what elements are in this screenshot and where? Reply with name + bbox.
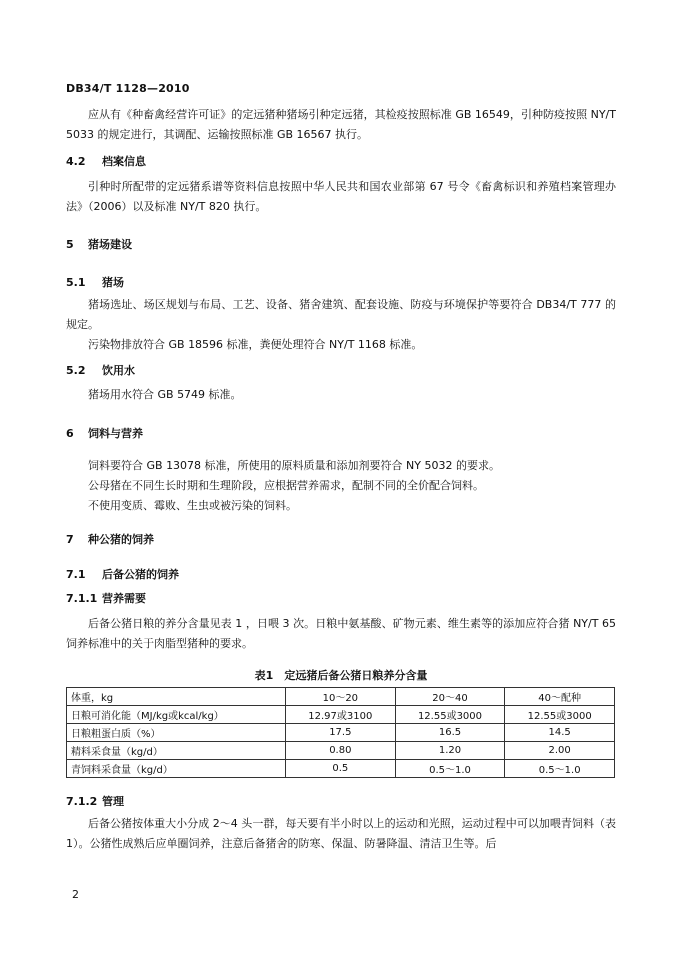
section-7-1-2 <box>66 793 616 809</box>
table-cell: 精料采食量（kg/d） <box>67 742 286 760</box>
section-6-body <box>66 456 616 516</box>
table-cell: 12.55或3000 <box>395 706 505 724</box>
paragraph: 饲料要符合 GB 13078 标准，所使用的原料质量和添加剂要符合 NY 5032 的要求。 <box>88 459 500 472</box>
section-title: 猪场建设 <box>88 238 132 251</box>
section-6 <box>66 425 616 441</box>
paragraph: 不使用变质、霉败、生虫或被污染的饲料。 <box>88 499 297 512</box>
paragraph: 后备公猪日粮的养分含量见表 1 ，日喂 3 次。日粮中氨基酸、矿物元素、维生素等的添加应符合猪 NY/T 65 饲养标准中的关于肉脂型猪种的要求。 <box>66 617 616 650</box>
table-cell: 14.5 <box>505 724 615 742</box>
section-number: 7.1.2 <box>66 795 98 808</box>
table-header-cell: 体重，kg <box>67 688 286 706</box>
paragraph: 引种时所配带的定远猪系谱等资料信息按照中华人民共和国农业部第 67 号令《畜禽标识和养殖档案管理办法》（2006）以及标准 NY/T 820 执行。 <box>66 180 616 213</box>
section-7-1-1-body <box>66 614 616 654</box>
section-heading <box>66 362 616 378</box>
section-title: 饮用水 <box>102 364 135 377</box>
section-5-2-body <box>66 385 616 405</box>
table-row <box>67 706 615 724</box>
section-number: 4.2 <box>66 155 86 168</box>
section-number: 5.2 <box>66 364 86 377</box>
table-cell: 0.5 <box>286 760 396 778</box>
paragraph: 污染物排放符合 GB 18596 标准，粪便处理符合 NY/T 1168 标准。 <box>88 338 423 351</box>
paragraph: 猪场选址、场区规划与布局、工艺、设备、猪舍建筑、配套设施、防疫与环境保护等要符合 DB34/T 777 的规定。 <box>66 298 616 331</box>
table-cell: 青饲料采食量（kg/d） <box>67 760 286 778</box>
table-cell: 1.20 <box>395 742 505 760</box>
section-5-2 <box>66 362 616 378</box>
intro-paragraph-block <box>66 105 616 145</box>
section-title: 饲料与营养 <box>88 427 143 440</box>
section-5-1 <box>66 274 616 290</box>
paragraph: 公母猪在不同生长时期和生理阶段，应根据营养需求，配制不同的全价配合饲料。 <box>88 479 484 492</box>
section-number: 6 <box>66 427 74 440</box>
section-7-1-2-body <box>66 814 616 854</box>
section-4-2-body <box>66 177 616 217</box>
section-number: 7.1 <box>66 568 86 581</box>
table-cell: 0.80 <box>286 742 396 760</box>
section-title: 档案信息 <box>102 155 146 168</box>
table-cell: 日粮粗蛋白质（%） <box>67 724 286 742</box>
section-heading <box>66 425 616 441</box>
section-5-1-body <box>66 295 616 355</box>
section-5 <box>66 236 616 252</box>
intro-paragraph: 应从有《种畜禽经营许可证》的定远猪种猪场引种定远猪，其检疫按照标准 GB 16549，引种防疫按照 NY/T 5033 的规定进行，其调配、运输按照标准 GB 16567 执行。 <box>66 108 616 141</box>
section-title: 猪场 <box>102 276 124 289</box>
section-4-2 <box>66 153 616 169</box>
section-heading <box>66 793 616 809</box>
section-heading <box>66 590 616 606</box>
paragraph: 猪场用水符合 GB 5749 标准。 <box>88 388 242 401</box>
document-header: DB34/T 1128—2010 <box>66 82 190 95</box>
section-number: 7.1.1 <box>66 592 98 605</box>
table-header-cell: 20～40 <box>395 688 505 706</box>
table-header-cell: 10～20 <box>286 688 396 706</box>
section-7 <box>66 531 616 547</box>
table-cell: 16.5 <box>395 724 505 742</box>
section-heading <box>66 531 616 547</box>
section-title: 营养需要 <box>102 592 146 605</box>
section-number: 7 <box>66 533 74 546</box>
section-number: 5 <box>66 238 74 251</box>
table-cell: 0.5～1.0 <box>505 760 615 778</box>
section-heading <box>66 274 616 290</box>
table-cell: 17.5 <box>286 724 396 742</box>
table-header-row <box>67 688 615 706</box>
section-number: 5.1 <box>66 276 86 289</box>
section-heading <box>66 153 616 169</box>
table-cell: 日粮可消化能（MJ/kg或kcal/kg） <box>67 706 286 724</box>
section-heading <box>66 566 616 582</box>
section-heading <box>66 236 616 252</box>
table-row <box>67 760 615 778</box>
page-number: 2 <box>72 888 79 901</box>
table-cell: 12.55或3000 <box>505 706 615 724</box>
table-cell: 12.97或3100 <box>286 706 396 724</box>
nutrition-table <box>66 687 615 778</box>
table-cell: 0.5～1.0 <box>395 760 505 778</box>
paragraph: 后备公猪按体重大小分成 2～4 头一群，每天要有半小时以上的运动和光照，运动过程中可以加喂青饲料（表1）。公猪性成熟后应单圈饲养，注意后备猪舍的防寒、保温、防暑降温、清洁卫生等。后 <box>66 817 616 850</box>
table-row <box>67 724 615 742</box>
table-caption: 表1 定远猪后备公猪日粮养分含量 <box>254 669 428 682</box>
table-cell: 2.00 <box>505 742 615 760</box>
section-title: 管理 <box>102 795 124 808</box>
table-row <box>67 742 615 760</box>
section-7-1-1 <box>66 590 616 606</box>
section-title: 种公猪的饲养 <box>88 533 154 546</box>
section-7-1 <box>66 566 616 582</box>
section-title: 后备公猪的饲养 <box>102 568 179 581</box>
table-header-cell: 40～配种 <box>505 688 615 706</box>
